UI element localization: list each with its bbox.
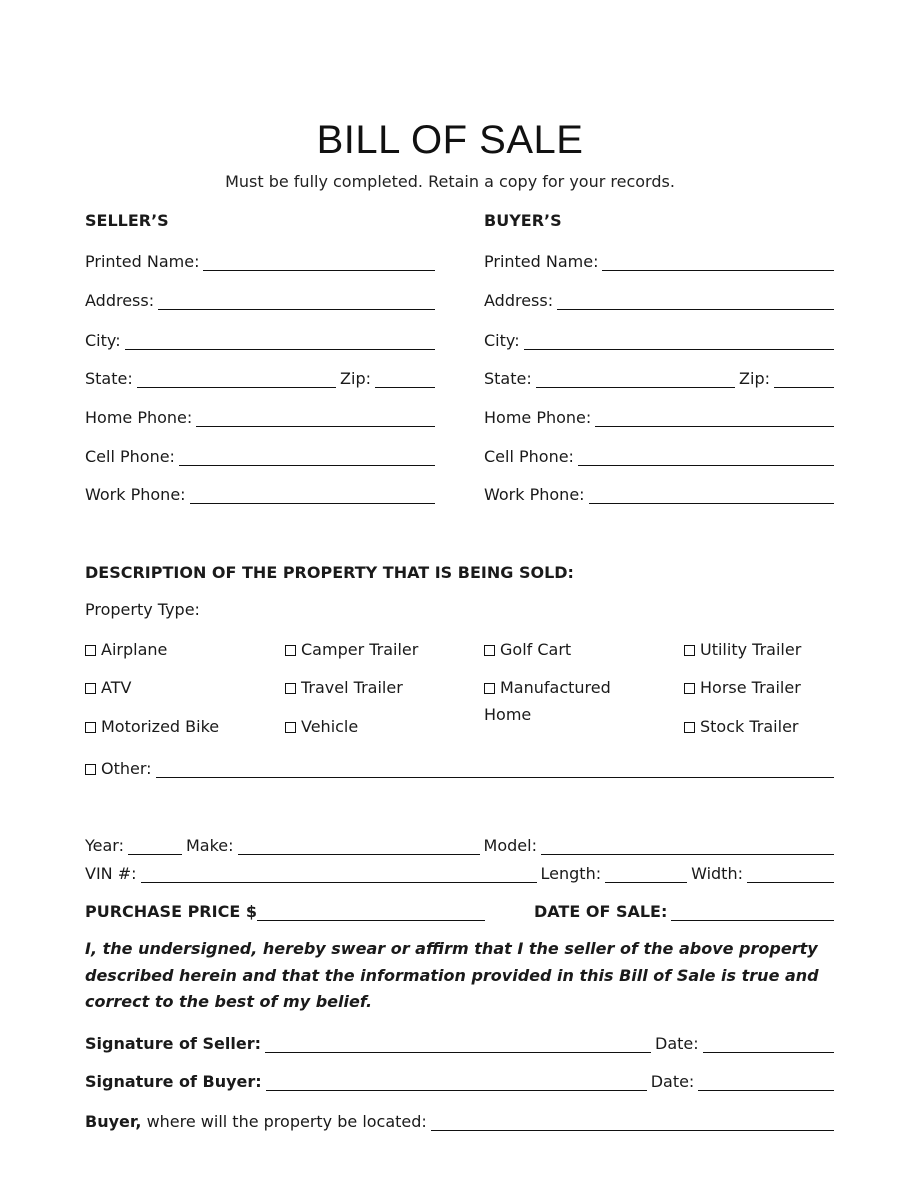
option-other-label: Other: <box>101 759 152 778</box>
buyer-cell-phone-field[interactable] <box>578 447 834 466</box>
date-of-sale-field[interactable] <box>671 902 834 921</box>
seller-home-phone-label: Home Phone: <box>85 408 193 427</box>
seller-address-label: Address: <box>85 291 155 310</box>
vin-length-width-row <box>85 859 834 883</box>
year-make-model-row <box>85 831 834 855</box>
buyer-printed-name-row <box>484 247 834 271</box>
seller-city-label: City: <box>85 331 121 350</box>
seller-printed-name-label: Printed Name: <box>85 252 200 271</box>
seller-address-row <box>85 286 435 310</box>
seller-signature-row <box>85 1029 834 1053</box>
checkbox-icon[interactable] <box>285 722 296 733</box>
width-field[interactable] <box>747 864 834 883</box>
seller-state-field[interactable] <box>137 369 336 388</box>
buyer-address-row <box>484 286 834 310</box>
seller-date-label: Date: <box>655 1034 699 1053</box>
seller-heading: SELLER’S <box>85 211 169 230</box>
option-golf-cart-label: Golf Cart <box>500 640 572 659</box>
page-title: BILL OF SALE <box>316 118 584 162</box>
option-camper-trailer[interactable] <box>285 636 418 664</box>
option-other[interactable] <box>85 759 152 778</box>
option-stock-trailer-label: Stock Trailer <box>700 717 799 736</box>
buyer-printed-name-label: Printed Name: <box>484 252 599 271</box>
buyer-work-phone-label: Work Phone: <box>484 485 585 504</box>
option-manufactured-home-cont: Home <box>484 705 532 724</box>
checkbox-icon[interactable] <box>285 645 296 656</box>
property-location-row <box>85 1107 834 1131</box>
model-label: Model: <box>483 836 537 855</box>
seller-cell-phone-row <box>85 442 435 466</box>
declaration-text: I, the undersigned, hereby swear or affirm that I the seller of the above property described herein and that the information provided in this Bill of Sale is true and correct to the best of my belief. <box>85 939 819 1011</box>
buyer-work-phone-row <box>484 480 834 504</box>
checkbox-icon[interactable] <box>85 645 96 656</box>
buyer-state-label: State: <box>484 369 532 388</box>
buyer-home-phone-row <box>484 403 834 427</box>
buyer-home-phone-label: Home Phone: <box>484 408 592 427</box>
buyer-zip-field[interactable] <box>774 369 834 388</box>
option-motorized-bike[interactable] <box>85 713 219 741</box>
option-utility-trailer-label: Utility Trailer <box>700 640 802 659</box>
option-manufactured-home[interactable] <box>484 674 611 702</box>
length-field[interactable] <box>605 864 687 883</box>
seller-zip-field[interactable] <box>375 369 435 388</box>
vin-field[interactable] <box>141 864 537 883</box>
option-manufactured-label: Manufactured <box>500 678 611 697</box>
width-label: Width: <box>691 864 743 883</box>
buyer-state-row <box>484 364 834 388</box>
purchase-price-row <box>85 897 485 921</box>
purchase-price-field[interactable] <box>257 902 485 921</box>
option-travel-trailer-label: Travel Trailer <box>301 678 403 697</box>
checkbox-icon[interactable] <box>85 764 96 775</box>
option-other-row <box>85 754 834 778</box>
year-field[interactable] <box>128 836 182 855</box>
seller-city-field[interactable] <box>125 331 435 350</box>
make-field[interactable] <box>238 836 480 855</box>
seller-work-phone-row <box>85 480 435 504</box>
option-vehicle[interactable] <box>285 713 358 741</box>
seller-cell-phone-label: Cell Phone: <box>85 447 175 466</box>
checkbox-icon[interactable] <box>484 683 495 694</box>
seller-printed-name-field[interactable] <box>203 252 435 271</box>
seller-work-phone-field[interactable] <box>190 485 435 504</box>
buyer-city-row <box>484 326 834 350</box>
checkbox-icon[interactable] <box>684 722 695 733</box>
make-label: Make: <box>185 836 234 855</box>
buyer-cell-phone-row <box>484 442 834 466</box>
checkbox-icon[interactable] <box>684 645 695 656</box>
option-vehicle-label: Vehicle <box>301 717 359 736</box>
buyer-word: Buyer, <box>85 1112 142 1131</box>
seller-date-field[interactable] <box>703 1034 834 1053</box>
seller-city-row <box>85 326 435 350</box>
buyer-heading: BUYER’S <box>484 211 562 230</box>
option-airplane[interactable] <box>85 636 167 664</box>
purchase-price-label: PURCHASE PRICE $ <box>85 902 257 921</box>
option-atv[interactable] <box>85 674 131 702</box>
seller-printed-name-row <box>85 247 435 271</box>
option-motorized-bike-label: Motorized Bike <box>101 717 220 736</box>
seller-cell-phone-field[interactable] <box>179 447 435 466</box>
seller-signature-field[interactable] <box>265 1034 651 1053</box>
seller-work-phone-label: Work Phone: <box>85 485 186 504</box>
page-subtitle: Must be fully completed. Retain a copy for your records. <box>225 172 675 191</box>
option-golf-cart[interactable] <box>484 636 571 664</box>
year-label: Year: <box>85 836 124 855</box>
buyer-signature-field[interactable] <box>266 1072 647 1091</box>
date-of-sale-row <box>534 897 834 921</box>
buyer-date-field[interactable] <box>698 1072 834 1091</box>
option-airplane-label: Airplane <box>101 640 168 659</box>
seller-signature-label: Signature of Seller: <box>85 1034 262 1053</box>
option-horse-trailer[interactable] <box>684 674 801 702</box>
option-horse-trailer-label: Horse Trailer <box>700 678 801 697</box>
buyer-work-phone-field[interactable] <box>589 485 834 504</box>
buyer-signature-row <box>85 1067 834 1091</box>
buyer-address-label: Address: <box>484 291 554 310</box>
buyer-zip-label: Zip: <box>739 369 770 388</box>
option-atv-label: ATV <box>101 678 132 697</box>
option-stock-trailer[interactable] <box>684 713 798 741</box>
option-camper-trailer-label: Camper Trailer <box>301 640 419 659</box>
checkbox-icon[interactable] <box>85 722 96 733</box>
buyer-city-label: City: <box>484 331 520 350</box>
seller-zip-label: Zip: <box>340 369 371 388</box>
length-label: Length: <box>540 864 602 883</box>
property-type-label: Property Type: <box>85 600 200 619</box>
buyer-state-field[interactable] <box>536 369 735 388</box>
checkbox-icon[interactable] <box>285 683 296 694</box>
option-utility-trailer[interactable] <box>684 636 801 664</box>
buyer-address-field[interactable] <box>557 291 834 310</box>
option-travel-trailer[interactable] <box>285 674 403 702</box>
seller-home-phone-row <box>85 403 435 427</box>
location-question: where will the property be located: <box>141 1112 427 1131</box>
buyer-home-phone-field[interactable] <box>595 408 834 427</box>
description-heading: DESCRIPTION OF THE PROPERTY THAT IS BEING SOLD: <box>85 563 574 582</box>
buyer-printed-name-field[interactable] <box>602 252 834 271</box>
buyer-date-label: Date: <box>650 1072 695 1091</box>
option-other-field[interactable] <box>156 759 834 778</box>
property-location-label <box>85 1112 427 1131</box>
buyer-cell-phone-label: Cell Phone: <box>484 447 574 466</box>
checkbox-icon[interactable] <box>484 645 495 656</box>
checkbox-icon[interactable] <box>684 683 695 694</box>
seller-home-phone-field[interactable] <box>196 408 435 427</box>
seller-address-field[interactable] <box>158 291 435 310</box>
buyer-city-field[interactable] <box>524 331 834 350</box>
vin-label: VIN #: <box>85 864 137 883</box>
model-field[interactable] <box>541 836 834 855</box>
seller-state-label: State: <box>85 369 133 388</box>
date-of-sale-label: DATE OF SALE: <box>534 902 668 921</box>
buyer-signature-label: Signature of Buyer: <box>85 1072 262 1091</box>
seller-state-row <box>85 364 435 388</box>
property-location-field[interactable] <box>431 1112 834 1131</box>
checkbox-icon[interactable] <box>85 683 96 694</box>
